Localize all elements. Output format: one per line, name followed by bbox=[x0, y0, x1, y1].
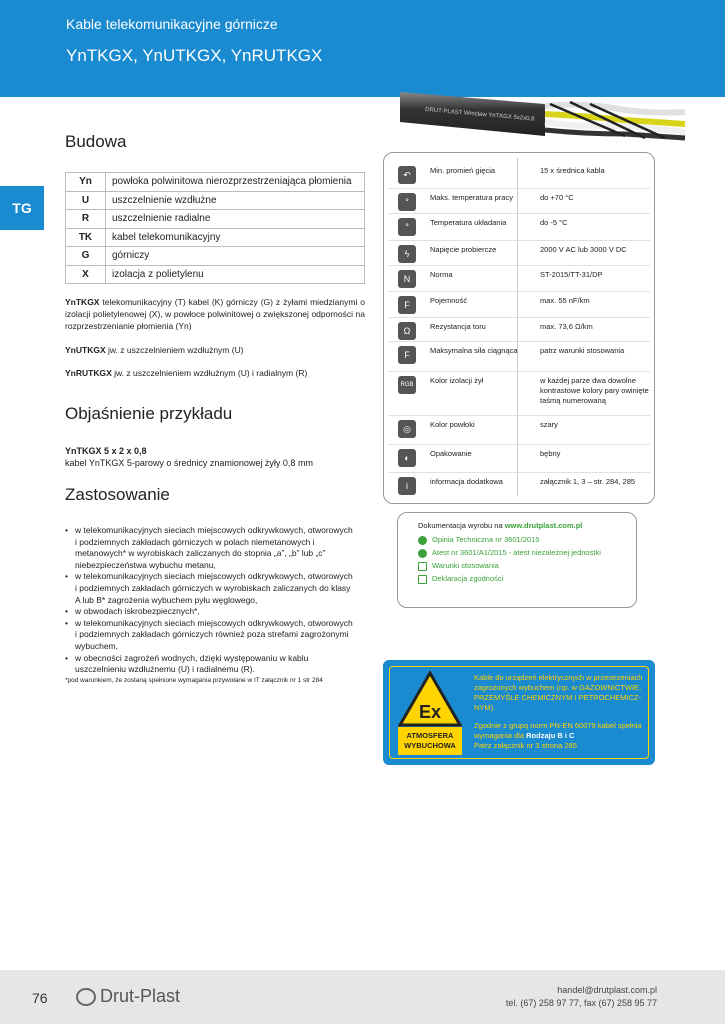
spec-row-divider bbox=[388, 341, 650, 342]
spec-row bbox=[398, 376, 653, 406]
spec-row bbox=[398, 166, 653, 196]
rgb-icon: RGB bbox=[398, 376, 416, 394]
doc-attest[interactable]: Atest nr 3601/A1/2015 - atest niezależnej jednostki bbox=[418, 548, 601, 558]
spec-label: informacja dodatkowa bbox=[430, 477, 503, 486]
ex-text-1: Kable do urządzeń elektrycznych w przestrzeniach zagrożonych wybuchem (np. w GAZOWNICTWIE, PRZEMYŚLE CHEMICZNYM I PETROCHEMICZ-NYM). bbox=[474, 673, 643, 712]
spec-row-divider bbox=[388, 317, 650, 318]
spec-label: Rezystancja toru bbox=[430, 322, 486, 331]
table-row bbox=[66, 228, 365, 247]
packaging-icon: ◐ bbox=[398, 449, 416, 467]
documentation-box bbox=[397, 512, 637, 608]
spec-value: do +70 °C bbox=[540, 193, 574, 202]
code-cell: R bbox=[66, 210, 106, 229]
code-cell: X bbox=[66, 265, 106, 284]
table-row bbox=[66, 265, 365, 284]
page-header bbox=[0, 0, 725, 97]
category-subtitle: Kable telekomunikacyjne górnicze bbox=[66, 16, 278, 32]
spec-row-divider bbox=[388, 472, 650, 473]
desc-cell: uszczelnienie radialne bbox=[106, 210, 365, 229]
ex-text-3: Patrz załącznik nr 3 strona 285 bbox=[474, 741, 577, 750]
spec-row-divider bbox=[388, 291, 650, 292]
list-item: • w telekomunikacyjnych sieciach miejscowych odkrywkowych, otworowych i podziemnych zakładach górniczych również poza strefami zagrożonymi wybuchem, bbox=[65, 618, 355, 653]
budowa-table bbox=[65, 172, 365, 284]
ex-banner: ATMOSFERA WYBUCHOWA bbox=[398, 727, 462, 755]
code-cell: G bbox=[66, 247, 106, 266]
spec-value: w każdej parze dwa dowolne kontrastowe kolory pary owinięte taśmą numerowaną bbox=[540, 376, 649, 405]
spec-row bbox=[398, 477, 653, 507]
budowa-heading: Budowa bbox=[65, 132, 127, 151]
spec-row-divider bbox=[388, 188, 650, 189]
spec-row bbox=[398, 420, 653, 450]
desc-cell: izolacja z polietylenu bbox=[106, 265, 365, 284]
spec-row-divider bbox=[388, 265, 650, 266]
list-item: • w obecności zagrożeń wodnych, dzięki występowaniu w kablu uszczelnieniu wzdłużnemu (U) i radialnemu (R). bbox=[65, 653, 355, 676]
bend-icon: ↶ bbox=[398, 166, 416, 184]
opinion-icon bbox=[418, 536, 427, 545]
company-logo: Drut-Plast bbox=[76, 986, 180, 1007]
spec-value: ST-2015/TT-31/DP bbox=[540, 270, 603, 279]
spec-value: patrz warunki stosowania bbox=[540, 346, 625, 355]
table-row bbox=[66, 191, 365, 210]
cable-pairs bbox=[545, 102, 685, 138]
list-item: • w telekomunikacyjnych sieciach miejscowych odkrywkowych, otworowych i podziemnych zakładach górniczych w polach niemetanowych i metanowych* w wyrobiskach zaliczanych do stopnia „a”, „b” lub „c” niebezpieczeństwa wybuchu metanu, bbox=[65, 525, 355, 571]
table-row bbox=[66, 210, 365, 229]
contact-info bbox=[506, 984, 657, 1010]
footnote: *pod warunkiem, że zostaną spełnione wymagania przywołane w IT załącznik nr 1 str 284 bbox=[65, 677, 323, 684]
norm-icon: N bbox=[398, 270, 416, 288]
spec-value: max. 73,6 Ω/km bbox=[540, 322, 593, 331]
spec-value: 2000 V AC lub 3000 V DC bbox=[540, 245, 627, 254]
spec-value: załącznik 1, 3 – str. 284, 285 bbox=[540, 477, 636, 486]
section-tab: TG bbox=[0, 186, 44, 230]
example-block bbox=[65, 445, 313, 469]
spec-row-divider bbox=[388, 371, 650, 372]
spec-value: szary bbox=[540, 420, 558, 429]
code-cell: Yn bbox=[66, 173, 106, 192]
description-yntkgx: YnTKGX telekomunikacyjny (T) kabel (K) górniczy (G) z żyłami miedzianymi o izolacji polietylenowej (X), w powłoce polwinitowej o zwiększonej odporności na rozprzestrzenianie płomienia (Yn) bbox=[65, 297, 365, 331]
voltage-icon: ϟ bbox=[398, 245, 416, 263]
spec-value: do -5 °C bbox=[540, 218, 568, 227]
conditions-icon bbox=[418, 562, 427, 571]
spec-label: Opakowanie bbox=[430, 449, 472, 458]
code-cell: U bbox=[66, 191, 106, 210]
spec-row bbox=[398, 218, 653, 248]
list-item: • w obwodach iskrobezpiecznych*, bbox=[65, 606, 355, 618]
thermometer-icon: ° bbox=[398, 193, 416, 211]
table-row bbox=[66, 247, 365, 266]
table-row bbox=[66, 173, 365, 192]
desc-cell: górniczy bbox=[106, 247, 365, 266]
logo-icon bbox=[76, 988, 96, 1006]
spec-label: Pojemność bbox=[430, 296, 468, 305]
spec-label: Maks. temperatura pracy bbox=[430, 193, 513, 202]
spec-value: 15 x średnica kabla bbox=[540, 166, 605, 175]
spec-label: Kolor powłoki bbox=[430, 420, 475, 429]
ex-info-box bbox=[383, 660, 655, 765]
doc-declaration[interactable]: Deklaracja zgodności bbox=[418, 574, 503, 584]
desc-cell: powłoka polwinitowa nierozprzestrzeniająca płomienia bbox=[106, 173, 365, 192]
spec-label: Napięcie probiercze bbox=[430, 245, 497, 254]
info-icon: i bbox=[398, 477, 416, 495]
spec-value: max. 55 nF/km bbox=[540, 296, 590, 305]
sheath-color-icon: ◎ bbox=[398, 420, 416, 438]
spec-value: bębny bbox=[540, 449, 561, 458]
spec-row-divider bbox=[388, 213, 650, 214]
declaration-icon bbox=[418, 575, 427, 584]
force-icon: F bbox=[398, 346, 416, 364]
spec-label: Norma bbox=[430, 270, 453, 279]
page-number: 76 bbox=[32, 990, 48, 1006]
usage-heading: Zastosowanie bbox=[65, 485, 170, 504]
usage-list bbox=[65, 525, 355, 676]
documentation-link[interactable]: www.drutplast.com.pl bbox=[504, 521, 583, 530]
spec-row-divider bbox=[388, 415, 650, 416]
example-heading: Objaśnienie przykładu bbox=[65, 404, 233, 423]
spec-label: Kolor izolacji żył bbox=[430, 376, 484, 385]
contact-email[interactable]: handel@drutplast.com.pl bbox=[557, 985, 657, 995]
spec-row bbox=[398, 449, 653, 479]
svg-text:Ex: Ex bbox=[418, 702, 442, 722]
capacitance-icon: F bbox=[398, 296, 416, 314]
page-title: YnTKGX, YnUTKGX, YnRUTKGX bbox=[66, 46, 323, 65]
ex-warning-icon bbox=[398, 671, 462, 727]
description-ynutkgx: YnUTKGX jw. z uszczelnieniem wzdłużnym (U) bbox=[65, 345, 244, 355]
spec-label: Temperatura układania bbox=[430, 218, 507, 227]
ex-text-2: Zgodnie z grupą norm PN-EN 60079 kabel spełnia wymagania dla Rodzaju B i C bbox=[474, 721, 642, 740]
spec-row-divider bbox=[388, 444, 650, 445]
documentation-head: Dokumentacja wyrobu na www.drutplast.com.pl bbox=[418, 521, 583, 530]
example-code: YnTKGX 5 x 2 x 0,8 bbox=[65, 446, 147, 456]
attest-icon bbox=[418, 549, 427, 558]
thermometer-icon: ° bbox=[398, 218, 416, 236]
desc-cell: kabel telekomunikacyjny bbox=[106, 228, 365, 247]
spec-label: Maksymalna siła ciągnąca bbox=[430, 346, 518, 355]
cable-illustration bbox=[395, 84, 695, 144]
page-footer bbox=[0, 970, 725, 1024]
description-ynrutkgx: YnRUTKGX jw. z uszczelnieniem wzdłużnym (U) i radialnym (R) bbox=[65, 368, 308, 378]
spec-label: Min. promień gięcia bbox=[430, 166, 496, 175]
list-item: • w telekomunikacyjnych sieciach miejscowych odkrywkowych, otworowych i podziemnych zakładach górniczych w wyrobiskach zaliczanych do klasy A lub B* zagrożenia wybuchem pyłu węglowego, bbox=[65, 571, 355, 606]
example-desc: kabel YnTKGX 5-parowy o średnicy znamionowej żyły 0,8 mm bbox=[65, 458, 313, 468]
spec-row-divider bbox=[388, 240, 650, 241]
doc-conditions[interactable]: Warunki stosowania bbox=[418, 561, 499, 571]
code-cell: TK bbox=[66, 228, 106, 247]
doc-opinion[interactable]: Opinia Techniczna nr 3601/2015 bbox=[418, 535, 539, 545]
cable-print: DRUT-PLAST Wrocław YnTKGX 5x2x0,8 bbox=[424, 107, 535, 123]
contact-phone: tel. (67) 258 97 77, fax (67) 258 95 77 bbox=[505, 998, 657, 1008]
desc-cell: uszczelnienie wzdłużne bbox=[106, 191, 365, 210]
resistance-icon: Ω bbox=[398, 322, 416, 340]
